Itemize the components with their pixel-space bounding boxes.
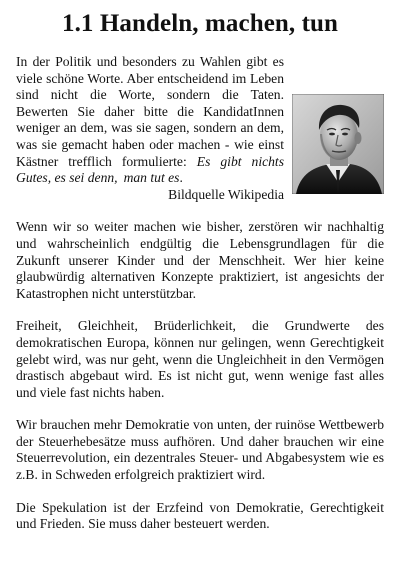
paragraph-1 bbox=[16, 54, 384, 203]
image-caption: Bildquelle Wikipedia bbox=[168, 186, 284, 202]
quote-text-a: Es gibt nichts Gutes, es sei denn, bbox=[16, 153, 284, 186]
paragraph-3: Freiheit, Gleichheit, Brüderlichkeit, die Grundwerte des demokratischen Europa, können nur gelingen, wenn Gerechtigkeit gelebt wird, was nur geht, wenn die Ungleichheit in den Vermögen drastisch abgebaut wird. Es ist nicht gut, wenn wenige fast alles und viele fast nichts haben. bbox=[16, 318, 384, 400]
paragraph-5: Die Spekulation ist der Erzfeind von Demokratie, Gerechtigkeit und Frieden. Sie muss daher besteuert werden. bbox=[16, 499, 384, 532]
quote-text-b: man tut es bbox=[123, 170, 180, 186]
paragraph-2: Wenn wir so weiter machen wie bisher, zerstören wir nachhaltig und wahrscheinlich endgültig die Lebensgrundlagen für die Zukunft unserer Kinder und der Menschheit. Wer hier keine glaubwürdig alternativen Konzepte praktiziert, ist angesichts der Katastrophen nicht unterstützbar. bbox=[16, 219, 384, 301]
quote-period: . bbox=[179, 170, 183, 186]
page-title: 1.1 Handeln, machen, tun bbox=[61, 10, 339, 37]
portrait-photo bbox=[292, 94, 384, 194]
paragraph-4: Wir brauchen mehr Demokratie von unten, der ruinöse Wettbewerb der Steuerhebesätze muss aufhören. Und daher brauchen wir eine Steuerrevolution, ein dezentrales Steuer- und Abgabesystem wie es z.B. in Schweden erfolgreich praktiziert wird. bbox=[16, 417, 384, 483]
paragraph-1-intro: In der Politik und besonders zu Wahlen gibt es viele schöne Worte. Aber entscheidend im Leben sind nicht die Worte, sondern die Taten. Bewerten Sie daher bitte die KandidatInnen weniger an dem, was sie sagen, sondern an dem, was sie gemacht haben oder machen - wie einst Kästner trefflich formulierte: bbox=[16, 54, 284, 169]
